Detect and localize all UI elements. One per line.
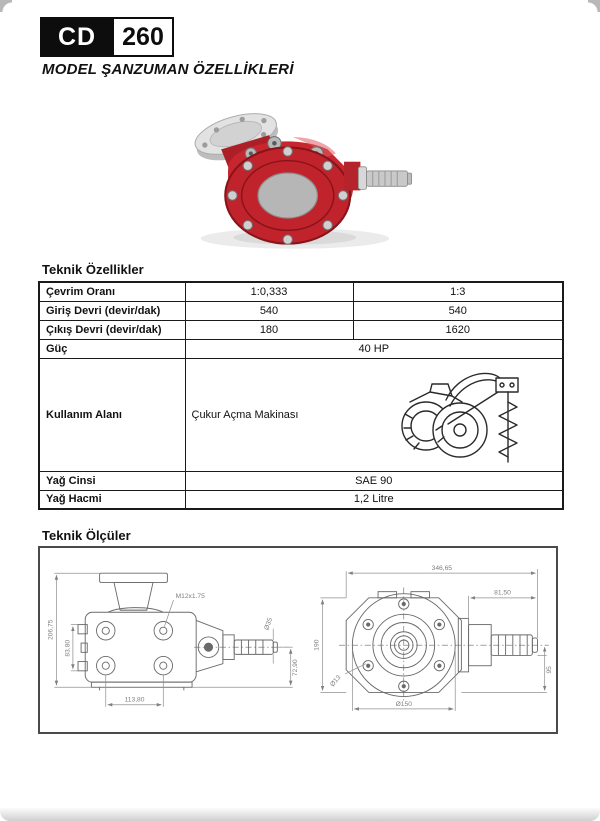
- dim-front-total-height: 190: [313, 639, 321, 651]
- row-label: Kullanım Alanı: [39, 358, 185, 471]
- row-value-2: 1:3: [353, 282, 563, 301]
- dim-front-hole-diameter: Ø13: [329, 674, 343, 689]
- page-subtitle: MODEL ŞANZUMAN ÖZELLİKLERİ: [42, 61, 294, 78]
- table-row-yag-cinsi: [39, 471, 563, 490]
- model-badge: [40, 17, 174, 57]
- dim-side-thread-label: M12x1.75: [175, 592, 205, 600]
- usage-value: Çukur Açma Makinası: [191, 408, 299, 421]
- table-row-cevrim-orani: [39, 282, 563, 301]
- drawing-front-view: [304, 556, 556, 724]
- dim-side-bolt-span-height: 83,80: [64, 639, 72, 657]
- dim-side-total-height: 206,75: [47, 619, 55, 640]
- pto-shaft: [344, 162, 412, 191]
- table-row-kullanim-alani: [39, 358, 563, 471]
- table-row-yag-hacmi: [39, 490, 563, 509]
- model-number: 260: [112, 19, 172, 55]
- row-value-1: 180: [185, 320, 353, 339]
- row-value: 40 HP: [185, 339, 563, 358]
- row-label: Yağ Hacmi: [39, 490, 185, 509]
- specs-table: [38, 281, 564, 510]
- dim-front-total-width: 346,65: [431, 565, 453, 573]
- page-corner-top-left: [0, 0, 12, 12]
- row-label: Çevrim Oranı: [39, 282, 185, 301]
- row-value: 1,2 Litre: [185, 490, 563, 509]
- table-row-giris-devri: [39, 301, 563, 320]
- row-label: Güç: [39, 339, 185, 358]
- table-row-cikis-devri: [39, 320, 563, 339]
- row-label: Giriş Devri (devir/dak): [39, 301, 185, 320]
- row-value-1: 540: [185, 301, 353, 320]
- row-value-2: 1620: [353, 320, 563, 339]
- technical-drawings-box: [38, 546, 558, 734]
- model-prefix: CD: [42, 19, 112, 55]
- dimensions-section-title: Teknik Ölçüler: [42, 528, 131, 543]
- dim-front-shaft-length: 81,50: [494, 589, 511, 597]
- product-image-gearbox: [172, 92, 428, 256]
- row-label: Yağ Cinsi: [39, 471, 185, 490]
- page-bottom-shadow: [0, 807, 600, 821]
- post-hole-digger-illustration: [396, 362, 528, 468]
- dim-side-shaft-diameter: Ø35: [263, 616, 275, 632]
- row-label: Çıkış Devri (devir/dak): [39, 320, 185, 339]
- dim-front-flange-diameter: Ø150: [395, 700, 412, 708]
- page-corner-top-right: [588, 0, 600, 12]
- row-value-1: 1:0,333: [185, 282, 353, 301]
- table-row-guc: [39, 339, 563, 358]
- dim-front-shaft-center-height: 95: [545, 666, 553, 674]
- dim-side-output-height: 72,90: [291, 659, 299, 677]
- drawing-side-view: [40, 556, 302, 724]
- dim-side-bolt-span-width: 113,80: [124, 696, 145, 704]
- output-flange: [225, 147, 350, 244]
- row-value-2: 540: [353, 301, 563, 320]
- row-value: SAE 90: [185, 471, 563, 490]
- specs-section-title: Teknik Özellikler: [42, 262, 144, 277]
